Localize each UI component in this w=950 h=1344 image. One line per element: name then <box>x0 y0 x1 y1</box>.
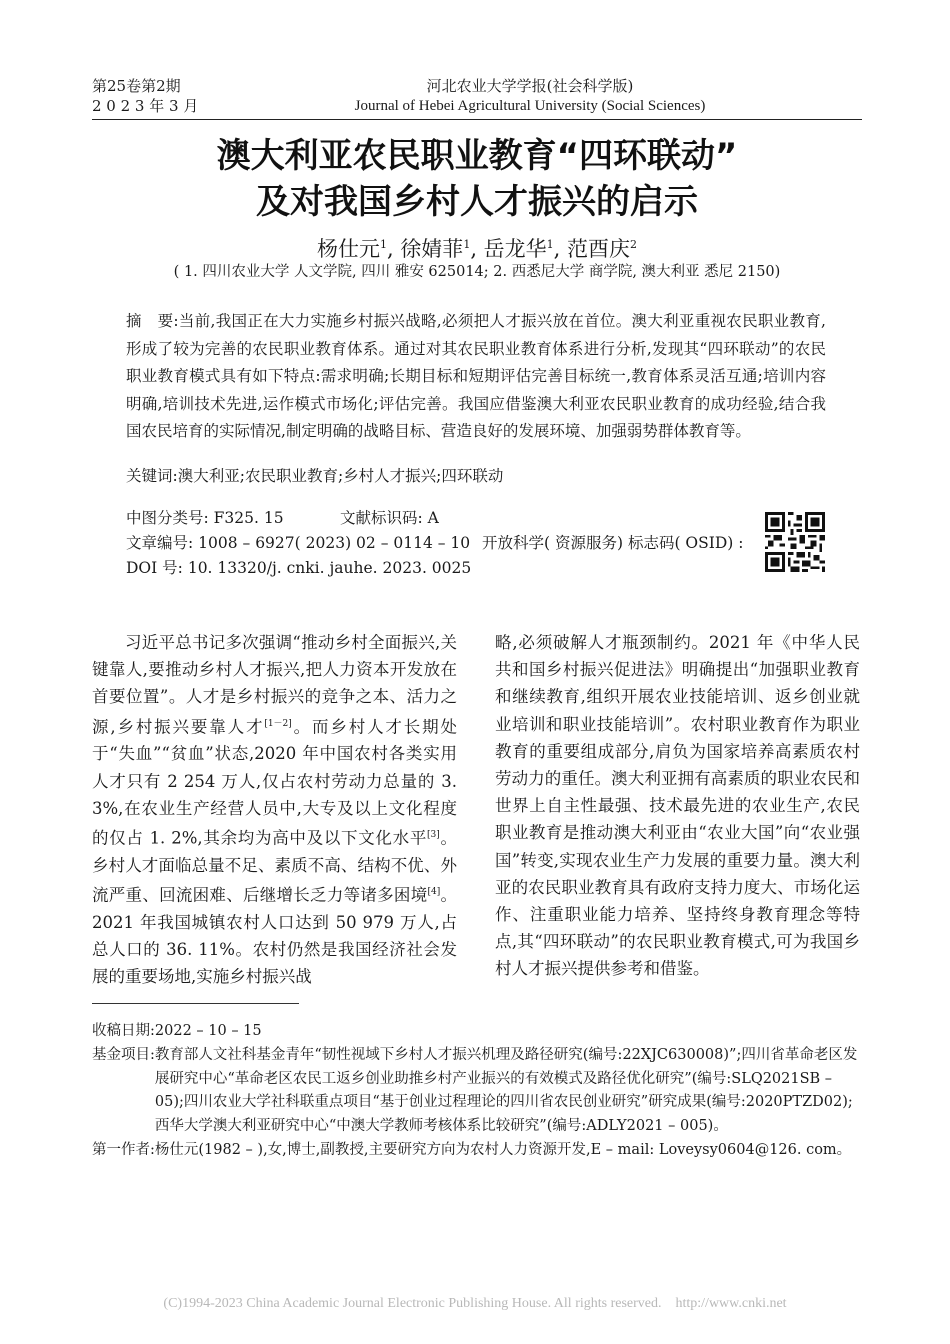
fund-label: 基金项目: <box>92 1046 155 1063</box>
doi: DOI 号: 10. 13320/j. cnki. jauhe. 2023. 0025 <box>126 559 472 577</box>
fund-text: 教育部人文社科基金青年“韧性视域下乡村人才振兴机理及路径研究(编号:22XJC630008)”;四川省革命老区发展研究中心“革命老区农民工返乡创业助推乡村产业振兴的有效模式及路径优化研究”(编号:SLQ2021SB – 05);四川农业大学社科联重点项目“基于创业过程理论的四川省农民创业研究”研究成果(编号:2020PTZD02);西华大学澳大利亚研究中心“中澳大学教师考核体系比较研究”(编号:ADLY2021 – 005)。 <box>154 1046 858 1135</box>
keywords-label: 关键词: <box>126 467 178 485</box>
citation-ref: [1－2] <box>264 718 292 729</box>
article-title <box>92 133 862 225</box>
osid-label: 开放科学( 资源服务) 标志码( OSID) : <box>482 534 744 552</box>
fund-project <box>92 1044 862 1139</box>
author-name: 徐婧菲 <box>400 237 464 261</box>
author-name: 范酉庆 <box>567 237 631 261</box>
cnki-footer: (C)1994-2023 China Academic Journal Electronic Publishing House. All rights reserved. http://www.cnki.net <box>163 1296 787 1311</box>
body-text: 。乡村人才面临总量不足、素质不高、结构不优、外流严重、回流困难、后继增长乏力等诸多困境 <box>92 828 458 905</box>
footnote-rule <box>92 1003 299 1004</box>
classification-number: 中图分类号: F325. 15 <box>126 509 284 527</box>
publication-date: 2 0 2 3 年 3 月 <box>92 97 199 115</box>
journal-title-en: Journal of Hebei Agricultural University (Social Sciences) <box>354 98 706 114</box>
qr-code-icon[interactable] <box>765 512 825 572</box>
body-text: 。而乡村人才长期处于“失血”“贫血”状态,2020 年中国农村各类实用人才只有 2 254 万人,仅占农村劳动力总量的 3. 3%,在农业生产经营人员中,大专及以上文化程度的仅占 1. 2%,其余均为高中及以下文化水平 <box>92 717 458 848</box>
title-line-2: 及对我国乡村人才振兴的启示 <box>256 182 698 222</box>
author-affil-mark: 1 <box>463 238 471 251</box>
header-rule <box>92 119 862 120</box>
volume-issue: 第25卷第2期 <box>92 77 181 95</box>
received-value: 2022 – 10 – 15 <box>154 1023 262 1039</box>
abstract-label: 摘 要: <box>126 312 179 330</box>
journal-title-cn: 河北农业大学学报(社会科学版) <box>426 77 634 95</box>
body-text: 习近平总书记多次强调“推动乡村全面振兴,关键靠人,要推动乡村人才振兴,把人力资本开发放在首要位置”。人才是乡村振兴的竞争之本、活力之源,乡村振兴要靠人才 <box>92 633 457 737</box>
journal-header <box>320 76 740 116</box>
affiliations: ( 1. 四川农业大学 人文学院, 四川 雅安 625014; 2. 西悉尼大学 商学院, 澳大利亚 悉尼 2150) <box>173 264 781 280</box>
first-author-label: 第一作者: <box>92 1141 155 1158</box>
author-list: 杨仕元$^1$, 徐婧菲$^1$, 岳龙华$^1$, 范酉庆$^2$ <box>316 237 638 261</box>
abstract <box>126 308 826 446</box>
footnotes <box>92 1020 862 1163</box>
received-label: 收稿日期: <box>92 1023 155 1039</box>
first-author <box>92 1139 862 1163</box>
author-name: 岳龙华 <box>483 237 547 261</box>
body-text: 。2021 年我国城镇农村人口达到 50 979 万人,占总人口的 36. 11%。农村仍然是我国经济社会发展的重要场地,实施乡村振兴战 <box>92 885 458 986</box>
title-line-1: 澳大利亚农民职业教育“四环联动” <box>216 136 738 176</box>
document-code: 文献标识码: A <box>340 509 439 527</box>
abstract-text: 当前,我国正在大力实施乡村振兴战略,必须把人才振兴放在首位。澳大利亚重视农民职业教育,形成了较为完善的农民职业教育体系。通过对其农民职业教育体系进行分析,发现其“四环联动”的农民职业教育模式具有如下特点:需求明确;长期目标和短期评估完善目标统一,教育体系灵活互通;培训内容明确,培训技术先进,运作模式市场化;评估完善。我国应借鉴澳大利亚农民职业教育的成功经验,结合我国农民培育的实际情况,制定明确的战略目标、营造良好的发展环境、加强弱势群体教育等。 <box>126 312 826 440</box>
author-affil-mark: 2 <box>630 238 638 251</box>
citation-ref: [4] <box>427 886 441 897</box>
keywords-text: 澳大利亚;农民职业教育;乡村人才振兴;四环联动 <box>177 467 504 485</box>
received-date <box>92 1020 862 1044</box>
citation-ref: [3] <box>427 829 440 840</box>
author-name: 杨仕元 <box>316 237 380 261</box>
body-column-right: 略,必须破解人才瓶颈制约。2021 年《中华人民共和国乡村振兴促进法》明确提出“加强职业教育和继续教育,组织开展农业技能培训、返乡创业就业培训和职业技能培训”。农村职业教育作为职业教育的重要组成部分,肩负为国家培养高素质农村劳动力的重任。澳大利亚拥有高素质的职业农民和世界上自主性最强、技术最先进的农业生产,农民职业教育是推动澳大利亚由“农业大国”向“农业强国”转变,实现农业生产力发展的重要力量。澳大利亚的农民职业教育具有政府支持力度大、市场化运作、注重职业能力培养、坚持终身教育理念等特点,其“四环联动”的农民职业教育模式,可为我国乡村人才振兴提供参考和借鉴。 <box>495 633 860 979</box>
first-author-text: 杨仕元(1982 – ),女,博士,副教授,主要研究方向为农村人力资源开发,E – mail: Loveysy0604@126. com。 <box>154 1141 852 1158</box>
author-affil-mark: 1 <box>379 238 387 251</box>
keywords <box>126 464 826 488</box>
author-affil-mark: 1 <box>546 238 554 251</box>
issue-info <box>92 76 198 116</box>
article-number: 文章编号: 1008 – 6927( 2023) 02 – 0114 – 10 <box>126 534 471 552</box>
body-column-left <box>92 629 457 990</box>
